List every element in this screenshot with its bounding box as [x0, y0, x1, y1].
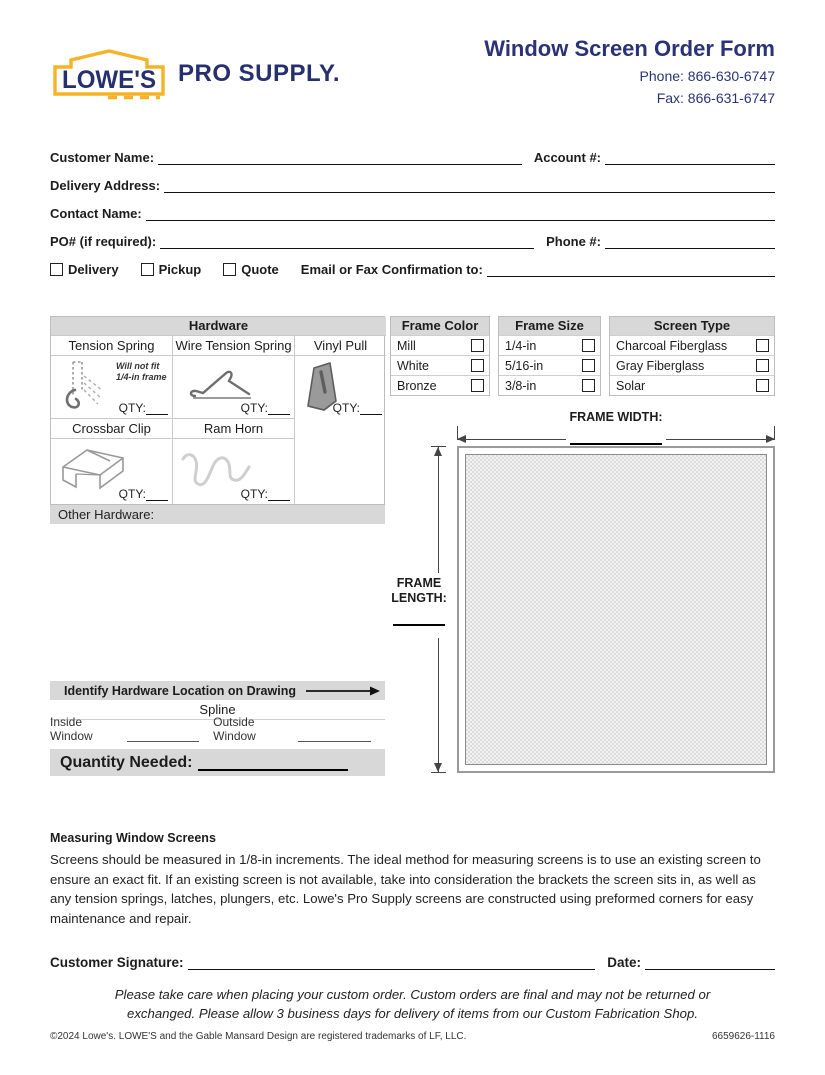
frame-size-quarter-checkbox[interactable]	[582, 339, 595, 352]
date-label: Date:	[607, 955, 641, 970]
po-number-label: PO# (if required):	[50, 234, 157, 249]
frame-size-table	[498, 316, 601, 396]
frame-color-mill-label: Mill	[397, 338, 416, 353]
screen-type-gray-checkbox[interactable]	[756, 359, 769, 372]
pickup-checkbox[interactable]	[141, 263, 154, 276]
account-number-input[interactable]	[605, 151, 775, 165]
right-arrow-icon	[306, 686, 380, 696]
frame-length-label: FRAME LENGTH:	[391, 576, 447, 605]
ram-horn-qty-label: QTY:	[240, 487, 268, 501]
contact-name-input[interactable]	[146, 207, 775, 221]
contact-name-label: Contact Name:	[50, 206, 142, 221]
length-dimension-tick-bottom	[431, 772, 446, 773]
frame-color-bronze-checkbox[interactable]	[471, 379, 484, 392]
screen-type-gray-label: Gray Fiberglass	[616, 358, 705, 373]
order-type-row	[50, 259, 775, 277]
screen-type-table	[609, 316, 775, 396]
custom-order-note: Please take care when placing your custom order. Custom orders are final and may not be returned or exchanged. Please allow 3 business days for delivery of items from our Custom Fabrication Shop.	[114, 987, 711, 1021]
frame-size-fivesixteenth-checkbox[interactable]	[582, 359, 595, 372]
spline-row: Spline	[50, 700, 385, 720]
frame-color-mill-checkbox[interactable]	[471, 339, 484, 352]
vinyl-pull-label: Vinyl Pull	[294, 335, 386, 355]
pro-supply-wordmark: PRO SUPPLY.	[178, 60, 341, 87]
fax-number: Fax: 866-631-6747	[656, 90, 775, 106]
delivery-label: Delivery	[68, 262, 119, 277]
width-arrow-left	[457, 439, 566, 440]
screen-type-charcoal-checkbox[interactable]	[756, 339, 769, 352]
identify-hardware-bar	[50, 681, 385, 700]
frame-width-arrow	[457, 432, 775, 446]
frame-size-fivesixteenth-label: 5/16-in	[505, 358, 544, 373]
po-number-row	[50, 231, 775, 249]
frame-color-bronze-label: Bronze	[397, 378, 437, 393]
option-row	[391, 335, 489, 355]
form-code: 6659626-1116	[711, 1031, 775, 1042]
option-row	[610, 375, 774, 395]
measuring-section	[50, 831, 775, 928]
phone-number-input[interactable]	[605, 235, 775, 249]
delivery-option	[50, 262, 119, 277]
length-arrow-up	[438, 447, 439, 573]
screen-type-solar-checkbox[interactable]	[756, 379, 769, 392]
customer-fields	[50, 147, 775, 277]
ram-horn-cell	[172, 438, 294, 504]
frame-size-title: Frame Size	[499, 317, 600, 335]
delivery-address-label: Delivery Address:	[50, 178, 161, 193]
frame-diagram	[390, 408, 775, 776]
inside-outside-row	[50, 715, 385, 743]
option-row	[610, 335, 774, 355]
footer	[50, 1031, 775, 1042]
frame-length-input[interactable]	[393, 624, 445, 626]
header	[50, 36, 775, 106]
width-arrow-right	[666, 439, 775, 440]
phone-number-label: Phone #:	[546, 234, 601, 249]
signature-row	[50, 950, 775, 970]
other-hardware-write-area[interactable]	[50, 524, 385, 681]
pickup-label: Pickup	[158, 262, 202, 277]
frame-color-white-label: White	[397, 358, 429, 373]
svg-text:LOWE'S: LOWE'S	[62, 66, 156, 94]
inside-window-input[interactable]	[127, 730, 200, 742]
quantity-needed-bar	[50, 749, 385, 776]
crossbar-clip-cell	[51, 438, 172, 504]
option-row	[391, 355, 489, 375]
frame-width-input[interactable]	[570, 443, 662, 445]
frame-length-gutter	[390, 446, 457, 773]
delivery-checkbox[interactable]	[50, 263, 63, 276]
option-row	[391, 375, 489, 395]
hardware-table-title: Hardware	[51, 317, 386, 335]
outside-window-input[interactable]	[298, 730, 371, 742]
measuring-title: Measuring Window Screens	[50, 831, 216, 845]
pickup-option	[141, 262, 202, 277]
option-row	[499, 355, 600, 375]
tension-spring-label: Tension Spring	[51, 335, 172, 355]
quantity-needed-input[interactable]	[198, 755, 348, 771]
tension-spring-qty-label: QTY:	[118, 401, 146, 415]
screen-type-solar-label: Solar	[616, 378, 646, 393]
crossbar-clip-qty-label: QTY:	[118, 487, 146, 501]
account-number-label: Account #:	[533, 150, 601, 165]
frame-color-table	[390, 316, 490, 396]
other-hardware-bar[interactable]: Other Hardware:	[50, 505, 385, 524]
vinyl-pull-cell	[294, 355, 386, 418]
title-block	[484, 36, 775, 106]
quote-label: Quote	[241, 262, 279, 277]
wire-tension-spring-qty-input[interactable]	[268, 404, 290, 415]
ram-horn-label: Ram Horn	[172, 418, 294, 438]
custom-order-note-wrap	[0, 985, 825, 1023]
customer-name-row	[50, 147, 775, 165]
customer-name-input[interactable]	[158, 151, 522, 165]
measuring-body: Screens should be measured in 1/8-in increments. The ideal method for measuring screens is to use an existing screen to ensure an exact fit. If an existing screen is not available, take into consideration the brackets the screen sits in, as well as any tension springs, latches, plungers, etc. Lowe's Pro Supply screens are constructed using preformed corners for easy maintenance and repair.	[50, 852, 761, 926]
fit-note: Will not fit 1/4-in frame	[116, 361, 167, 382]
screen-type-charcoal-label: Charcoal Fiberglass	[616, 338, 728, 353]
frame-size-threeeighth-label: 3/8-in	[505, 378, 537, 393]
quantity-needed-label: Quantity Needed:	[60, 753, 193, 771]
customer-signature-input[interactable]	[188, 956, 596, 970]
wire-tension-spring-qty-label: QTY:	[240, 401, 268, 415]
option-tables	[390, 316, 775, 396]
wire-tension-spring-cell	[172, 355, 294, 418]
option-row	[499, 375, 600, 395]
tension-spring-qty-input[interactable]	[146, 404, 168, 415]
option-row	[610, 355, 774, 375]
quote-checkbox[interactable]	[223, 263, 236, 276]
lowes-pro-supply-logo	[50, 36, 340, 106]
inside-window-label: Inside Window	[50, 715, 93, 743]
screen-frame-drawing[interactable]	[457, 446, 775, 773]
copyright-text: ©2024 Lowe's. LOWE'S and the Gable Mansard Design are registered trademarks of LF, LLC.	[50, 1031, 467, 1042]
crossbar-clip-qty-input[interactable]	[146, 490, 168, 501]
main	[50, 316, 775, 776]
customer-name-label: Customer Name:	[50, 150, 155, 165]
frame-size-threeeighth-checkbox[interactable]	[582, 379, 595, 392]
hardware-table	[50, 316, 385, 505]
identify-hardware-label: Identify Hardware Location on Drawing	[64, 683, 296, 698]
vinyl-pull-qty-input[interactable]	[360, 404, 382, 415]
hardware-column	[50, 316, 385, 776]
tension-spring-cell	[51, 355, 172, 418]
quote-option	[223, 262, 279, 277]
delivery-address-row	[50, 175, 775, 193]
vinyl-pull-qty-label: QTY:	[332, 401, 360, 415]
crossbar-clip-label: Crossbar Clip	[51, 418, 172, 438]
ram-horn-qty-input[interactable]	[268, 490, 290, 501]
phone-number: Phone: 866-630-6747	[639, 68, 775, 84]
frame-width-label: FRAME WIDTH:	[569, 410, 663, 424]
frame-size-quarter-label: 1/4-in	[505, 338, 537, 353]
contact-name-row	[50, 203, 775, 221]
length-arrow-down	[438, 638, 439, 772]
tension-spring-icon	[53, 358, 109, 412]
email-fax-confirmation-input[interactable]	[487, 263, 775, 277]
wire-tension-spring-label: Wire Tension Spring	[172, 335, 294, 355]
option-row	[499, 335, 600, 355]
frame-color-white-checkbox[interactable]	[471, 359, 484, 372]
delivery-address-input[interactable]	[164, 179, 775, 193]
page-title: Window Screen Order Form	[484, 36, 775, 61]
screen-mesh	[465, 454, 767, 765]
frame-color-title: Frame Color	[391, 317, 489, 335]
email-fax-confirmation-label: Email or Fax Confirmation to:	[300, 262, 483, 277]
customer-signature-label: Customer Signature:	[50, 955, 184, 970]
po-number-input[interactable]	[160, 235, 534, 249]
lowes-house-logo-icon	[50, 46, 168, 102]
options-column	[390, 316, 775, 776]
hardware-empty-cell	[294, 418, 386, 504]
screen-type-title: Screen Type	[610, 317, 774, 335]
date-input[interactable]	[645, 956, 775, 970]
outside-window-label: Outside Window	[213, 715, 256, 743]
wire-tension-spring-icon	[185, 362, 265, 406]
